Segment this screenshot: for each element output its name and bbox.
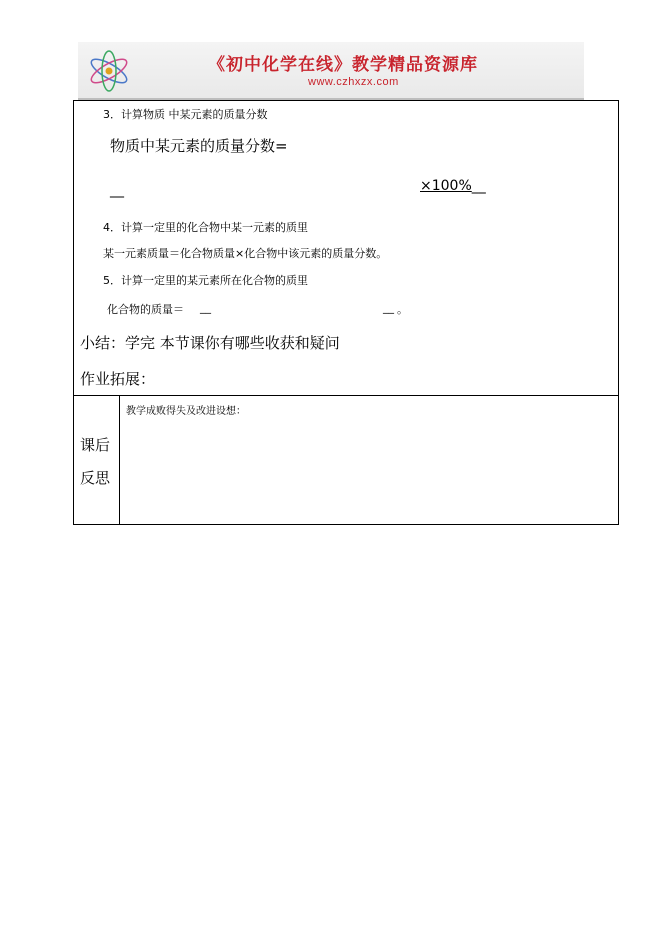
column-divider [119, 395, 120, 525]
item-4-heading: 4．计算一定里的化合物中某一元素的质里 [103, 221, 308, 234]
item-3-heading: 3．计算物质 中某元素的质量分数 [103, 108, 268, 121]
formula-3: 物质中某元素的质量分数= [110, 137, 288, 155]
row-divider [73, 395, 619, 396]
formula-5-label: 化合物的质量＝ [107, 303, 184, 316]
banner-title: 《初中化学在线》教学精品资源库 [208, 55, 478, 75]
formula-3-blank-right: __ [471, 178, 486, 194]
formula-4: 某一元素质量＝化合物质量×化合物中该元素的质量分数。 [103, 247, 388, 260]
reflection-label-line2: 反思 [80, 469, 111, 487]
atom-logo-icon [86, 48, 132, 94]
item-5-heading: 5．计算一定里的某元素所在化合物的质里 [103, 274, 308, 287]
banner-url: www.czhxzx.com [308, 76, 399, 88]
reflection-label-line1: 课后 [80, 436, 111, 454]
header-banner [78, 42, 584, 100]
formula-5-end: 。 [397, 303, 408, 316]
reflection-prompt: 教学成败得失及改进设想： [126, 406, 246, 417]
formula-3-blank-left: __ [110, 182, 124, 198]
formula-5-blank-2: __ [383, 301, 394, 314]
times-100-percent: ×100% [420, 178, 472, 194]
formula-3-fraction [420, 178, 486, 194]
formula-5-blank-1: __ [200, 301, 211, 314]
homework-text: 作业拓展： [80, 370, 156, 388]
summary-text: 小结：学完 本节课你有哪些收获和疑问 [80, 334, 340, 352]
